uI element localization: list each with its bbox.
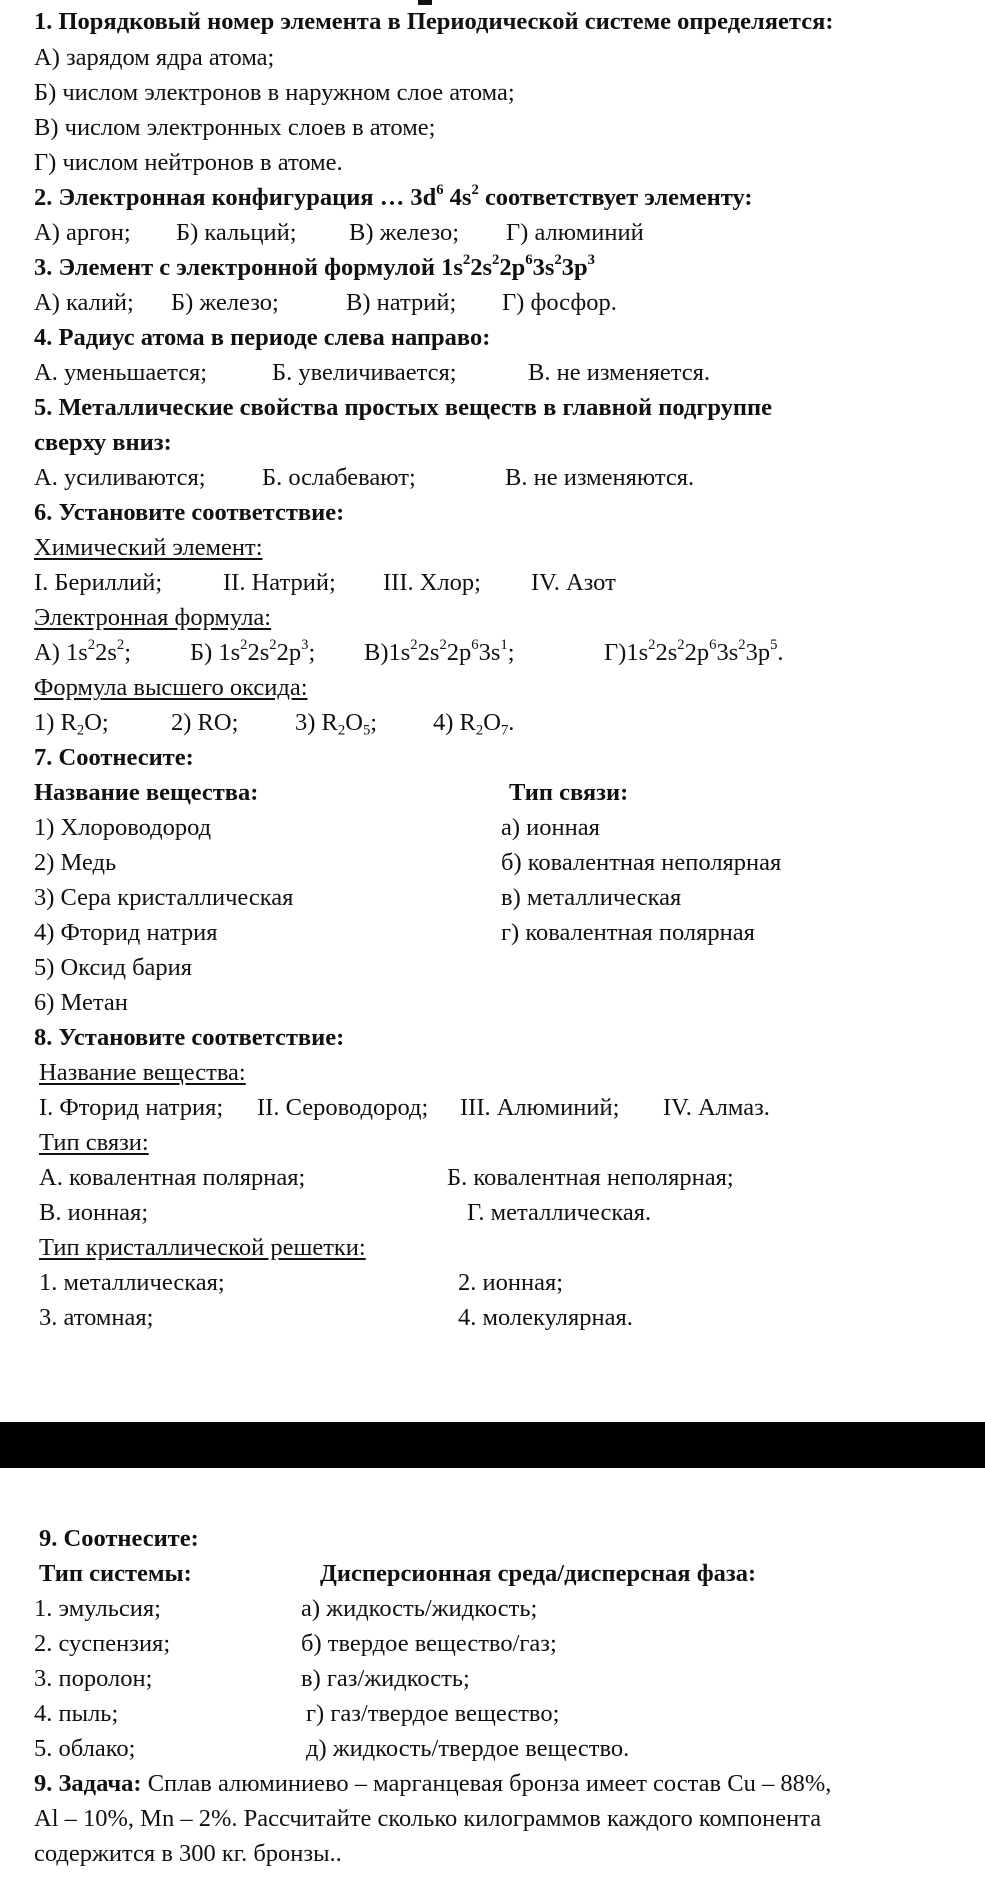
q7-bond-type: а) ионная — [501, 814, 600, 841]
q8-bond-a: А. ковалентная полярная; — [39, 1164, 306, 1191]
q2-option-a: А) аргон; — [34, 219, 131, 246]
q9-phase: в) газ/жидкость; — [301, 1665, 470, 1692]
q8-substance-header: Название вещества: — [39, 1059, 246, 1086]
q3-option-c: В) натрий; — [346, 289, 457, 316]
q6-element-header: Химический элемент: — [34, 534, 263, 561]
q7-substance: 6) Метан — [34, 989, 128, 1016]
task-label: 9. Задача: — [34, 1770, 142, 1797]
q3-option-b: Б) железо; — [171, 289, 279, 316]
q6-formula-d: $Г)1s^22s^22p^63s^23p^5$. — [604, 636, 784, 666]
q5-title-line2: сверху вниз: — [34, 429, 172, 456]
q6-oxide-4: 4) $R_2O_7$. — [433, 709, 515, 739]
q5-option-b: Б. ослабевают; — [262, 464, 416, 491]
q6-title: 6. Установите соответствие: — [34, 499, 345, 526]
q7-bond-type: в) металлическая — [501, 884, 682, 911]
q9-phase: б) твердое вещество/газ; — [301, 1630, 557, 1657]
q9-system-type: 5. облако; — [34, 1735, 136, 1762]
page-edge-artifact — [418, 0, 432, 5]
q8-substance-2: II. Сероводород; — [257, 1094, 429, 1121]
q1-option-d: Г) числом нейтронов в атоме. — [34, 149, 343, 176]
q2-option-c: В) железо; — [349, 219, 460, 246]
q7-title: 7. Соотнесите: — [34, 744, 194, 771]
q9-system-type: 4. пыль; — [34, 1700, 119, 1727]
q4-option-c: В. не изменяется. — [528, 359, 711, 386]
q7-substance: 4) Фторид натрия — [34, 919, 218, 946]
q8-bond-c: В. ионная; — [39, 1199, 149, 1226]
q8-lattice-4: 4. молекулярная. — [458, 1304, 633, 1331]
task-line-1: 9. Задача: Сплав алюминиево – марганцевая бронза имеет состав Cu – 88%, — [34, 1770, 832, 1797]
q7-substance: 1) Хлороводород — [34, 814, 212, 841]
q8-title: 8. Установите соответствие: — [34, 1024, 345, 1051]
q6-element-1: I. Бериллий; — [34, 569, 163, 596]
q3-option-a: А) калий; — [34, 289, 134, 316]
q2-title: 2. Электронная конфигурация … $3d^6$ $4s^2$ соответствует элементу: — [34, 181, 753, 211]
q6-oxide-3: 3) $R_2O_5$; — [295, 709, 378, 739]
q5-option-a: А. усиливаются; — [34, 464, 206, 491]
q3-title: 3. Элемент с электронной формулой $1s^22s^22p^63s^23p^3$ — [34, 251, 595, 281]
q7-left-header: Название вещества: — [34, 779, 259, 806]
q9-phase: г) газ/твердое вещество; — [306, 1700, 560, 1727]
q8-substance-1: I. Фторид натрия; — [39, 1094, 224, 1121]
q3-option-d: Г) фосфор. — [502, 289, 617, 316]
q9-system-type: 1. эмульсия; — [34, 1595, 161, 1622]
q6-element-4: IV. Азот — [531, 569, 616, 596]
q8-lattice-2: 2. ионная; — [458, 1269, 564, 1296]
q4-title: 4. Радиус атома в периоде слева направо: — [34, 324, 491, 351]
q6-formula-header: Электронная формула: — [34, 604, 272, 631]
q6-formula-c: $В)1s^22s^22p^63s^1$; — [364, 636, 515, 666]
q9-right-header: Дисперсионная среда/дисперсная фаза: — [320, 1560, 757, 1587]
q7-right-header: Тип связи: — [509, 779, 629, 806]
q9-phase: а) жидкость/жидкость; — [301, 1595, 538, 1622]
q6-oxide-header: Формула высшего оксида: — [34, 674, 308, 701]
q5-option-c: В. не изменяются. — [505, 464, 695, 491]
q8-substance-3: III. Алюминий; — [460, 1094, 620, 1121]
q6-oxide-2: 2) RO; — [171, 709, 239, 736]
task-line-3: содержится в 300 кг. бронзы.. — [34, 1840, 342, 1867]
task-line-2: Al – 10%, Mn – 2%. Рассчитайте сколько килограммов каждого компонента — [34, 1805, 822, 1832]
q8-bond-d: Г. металлическая. — [467, 1199, 652, 1226]
q9-left-header: Тип системы: — [39, 1560, 192, 1587]
q7-substance: 5) Оксид бария — [34, 954, 193, 981]
q7-bond-type: б) ковалентная неполярная — [501, 849, 782, 876]
q1-option-c: В) числом электронных слоев в атоме; — [34, 114, 436, 141]
q8-lattice-header: Тип кристаллической решетки: — [39, 1234, 366, 1261]
q6-oxide-1: 1) $R_2O$; — [34, 709, 109, 739]
q5-title-line1: 5. Металлические свойства простых веществ в главной подгруппе — [34, 394, 773, 421]
q9-system-type: 3. поролон; — [34, 1665, 153, 1692]
q1-option-a: А) зарядом ядра атома; — [34, 44, 275, 71]
q8-bond-b: Б. ковалентная неполярная; — [447, 1164, 734, 1191]
separator-bar — [0, 1422, 985, 1468]
q9-system-type: 2. суспензия; — [34, 1630, 171, 1657]
q7-bond-type: г) ковалентная полярная — [501, 919, 755, 946]
q8-lattice-3: 3. атомная; — [39, 1304, 154, 1331]
q1-option-b: Б) числом электронов в наружном слое атома; — [34, 79, 515, 106]
q2-option-d: Г) алюминий — [506, 219, 644, 246]
q7-substance: 2) Медь — [34, 849, 117, 876]
q4-option-a: А. уменьшается; — [34, 359, 208, 386]
q8-lattice-1: 1. металлическая; — [39, 1269, 225, 1296]
q6-formula-a: А) $1s^22s^2$; — [34, 636, 132, 666]
q1-title: 1. Порядковый номер элемента в Периодической системе определяется: — [34, 8, 834, 35]
q8-substance-4: IV. Алмаз. — [663, 1094, 770, 1121]
q6-formula-b: Б) $1s^22s^22p^3$; — [190, 636, 316, 666]
q2-option-b: Б) кальций; — [176, 219, 297, 246]
q7-substance: 3) Сера кристаллическая — [34, 884, 294, 911]
q9-title: 9. Соотнесите: — [39, 1525, 199, 1552]
q6-element-2: II. Натрий; — [223, 569, 336, 596]
q6-element-3: III. Хлор; — [383, 569, 481, 596]
q9-phase: д) жидкость/твердое вещество. — [306, 1735, 630, 1762]
q8-bond-header: Тип связи: — [39, 1129, 149, 1156]
q4-option-b: Б. увеличивается; — [272, 359, 457, 386]
